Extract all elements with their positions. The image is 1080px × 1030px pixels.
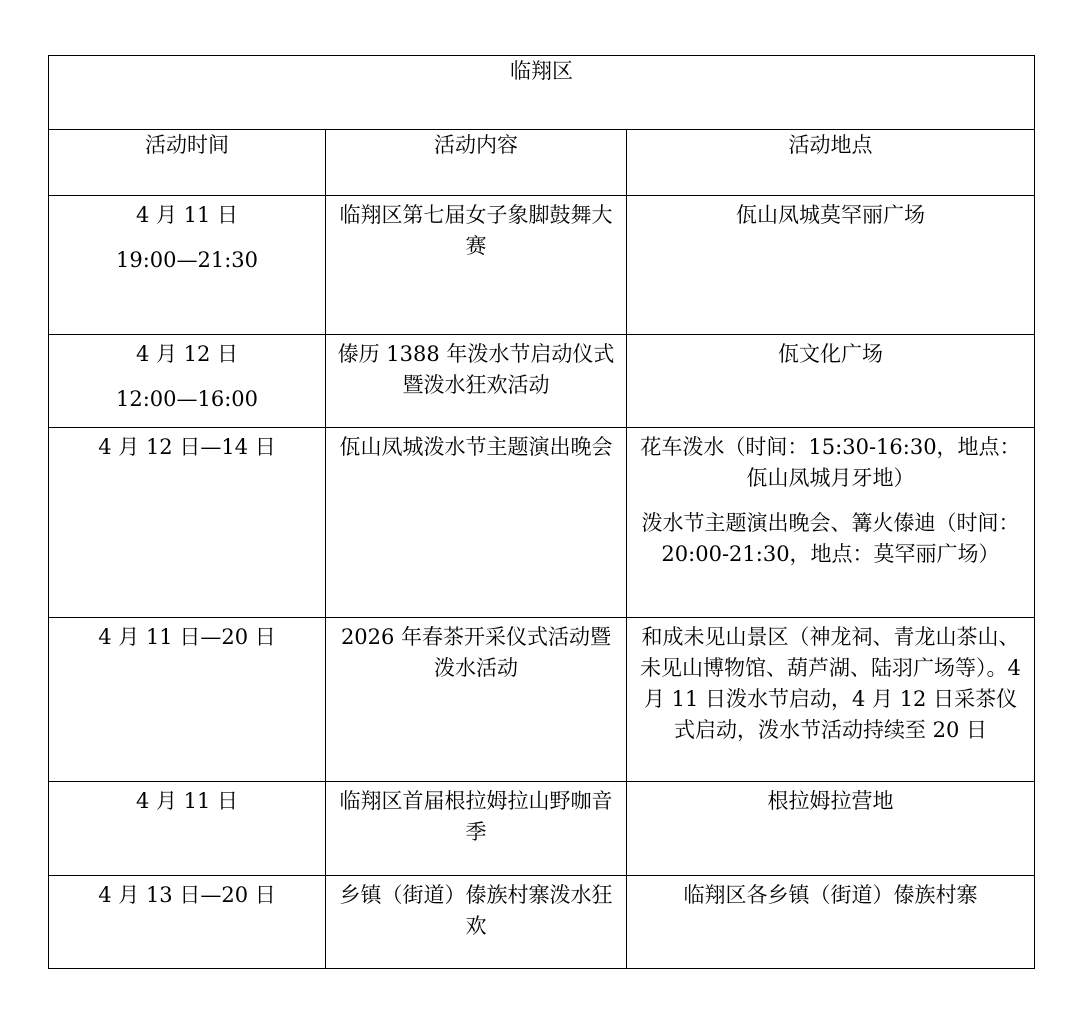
content-cell: 临翔区第七届女子象脚鼓舞大赛 (326, 196, 627, 335)
content-cell: 佤山凤城泼水节主题演出晚会 (326, 428, 627, 618)
location-text: 佤山凤城莫罕丽广场 (736, 203, 925, 227)
header-time: 活动时间 (49, 130, 326, 196)
date-text: 4 月 11 日—20 日 (98, 625, 276, 649)
date-text: 4 月 11 日 (135, 789, 239, 813)
time-range-text: 12:00—16:00 (115, 387, 259, 411)
time-cell (49, 618, 326, 782)
location-text: 花车泼水（时间：15:30-16:30，地点：佤山凤城月牙地） (640, 435, 1021, 490)
header-content: 活动内容 (326, 130, 627, 196)
date-text: 4 月 12 日—14 日 (98, 435, 276, 459)
location-cell (627, 782, 1035, 876)
location-text: 和成未见山景区（神龙祠、青龙山茶山、未见山博物馆、葫芦湖、陆羽广场等）。4 月 11 日泼水节启动，4 月 12 日采茶仪式启动，泼水节活动持续至 20 日 (640, 625, 1021, 742)
table-row (49, 876, 1035, 969)
location-cell (627, 618, 1035, 782)
content-cell: 临翔区首届根拉姆拉山野咖音季 (326, 782, 627, 876)
time-cell (49, 876, 326, 969)
header-location: 活动地点 (627, 130, 1035, 196)
content-cell: 傣历 1388 年泼水节启动仪式暨泼水狂欢活动 (326, 335, 627, 428)
location-cell (627, 428, 1035, 618)
date-text: 4 月 12 日 (135, 342, 239, 366)
location-text: 泼水节主题演出晚会、篝火傣迪（时间：20:00-21:30，地点：莫罕丽广场） (641, 511, 1020, 566)
table-row (49, 335, 1035, 428)
table-row (49, 782, 1035, 876)
location-text: 佤文化广场 (778, 342, 883, 366)
time-range-text: 19:00—21:30 (115, 248, 259, 272)
location-cell (627, 335, 1035, 428)
content-cell: 乡镇（街道）傣族村寨泼水狂欢 (326, 876, 627, 969)
table-row (49, 428, 1035, 618)
table-title: 临翔区 (49, 56, 1035, 130)
time-cell (49, 335, 326, 428)
content-cell: 2026 年春茶开采仪式活动暨泼水活动 (326, 618, 627, 782)
schedule-table (48, 55, 1035, 969)
time-cell (49, 428, 326, 618)
date-text: 4 月 13 日—20 日 (98, 883, 276, 907)
time-cell (49, 196, 326, 335)
location-cell (627, 876, 1035, 969)
date-text: 4 月 11 日 (135, 203, 239, 227)
location-cell (627, 196, 1035, 335)
table-row (49, 618, 1035, 782)
time-cell (49, 782, 326, 876)
location-text: 根拉姆拉营地 (767, 789, 894, 813)
location-text: 临翔区各乡镇（街道）傣族村寨 (683, 883, 978, 907)
table-row (49, 196, 1035, 335)
